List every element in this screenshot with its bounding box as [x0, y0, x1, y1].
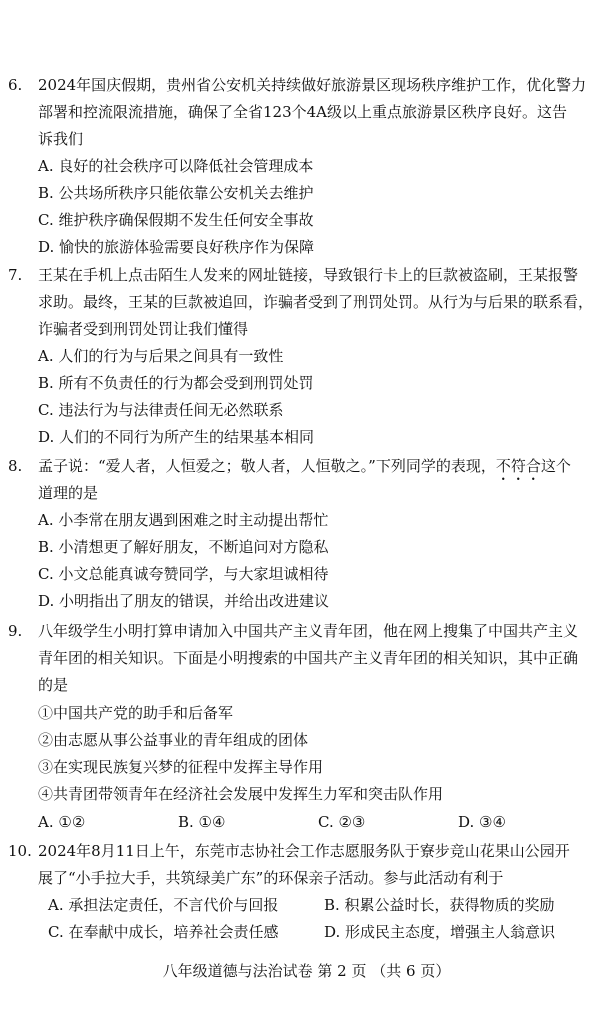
choice-c: C. ②③ — [318, 813, 366, 831]
question-stem-line: 6. 2024年国庆假期，贵州省公安机关持续做好旅游景区现场秩序维护工作，优化警力 — [8, 72, 586, 99]
question-stem-line: 道理的是 — [38, 484, 99, 502]
question-stem-line: 青年团的相关知识。下面是小明搜索的中国共产主义青年团的相关知识，其中正确 — [38, 649, 579, 667]
question-number: 7. — [8, 266, 23, 284]
question-number: 10. — [8, 842, 32, 860]
option-c: C. 维护秩序确保假期不发生任何安全事故 — [38, 211, 314, 229]
question-number: 6. — [8, 76, 23, 94]
statement-item: ②由志愿从事公益事业的青年组成的团体 — [38, 731, 309, 749]
option-c: C. 违法行为与法律责任间无必然联系 — [38, 401, 284, 419]
question-stem-line: 展了“小手拉大手，共筑绿美广东”的环保亲子活动。参与此活动有利于 — [38, 869, 504, 887]
statement-item: ①中国共产党的助手和后备军 — [38, 704, 234, 722]
emphasized-keyword: 不符合 — [495, 457, 541, 475]
option-b: B. 所有不负责任的行为都会受到刑罚处罚 — [38, 374, 314, 392]
statement-item: ③在实现民族复兴梦的征程中发挥主导作用 — [38, 758, 324, 776]
option-d: D. 愉快的旅游体验需要良好秩序作为保障 — [38, 238, 315, 256]
option-b: B. 小清想更了解好朋友，不断追问对方隐私 — [38, 538, 329, 556]
question-stem-line: 诈骗者受到刑罚处罚让我们懂得 — [38, 320, 249, 338]
choice-b: B. 积累公益时长，获得物质的奖励 — [324, 896, 555, 914]
option-a: A. 良好的社会秩序可以降低社会管理成本 — [38, 157, 314, 175]
statement-item: ④共青团带领青年在经济社会发展中发挥生力军和突击队作用 — [38, 785, 444, 803]
question-stem-line: 部署和控流限流措施，确保了全省123个4A级以上重点旅游景区秩序良好。这告 — [38, 103, 568, 121]
question-stem-line: 的是 — [38, 676, 69, 694]
choice-row — [48, 892, 598, 919]
choice-d: D. ③④ — [458, 813, 506, 831]
question-number: 8. — [8, 457, 23, 475]
question-stem-line: 求助。最终，王某的巨款被追回，诈骗者受到了刑罚处罚。从行为与后果的联系看， — [38, 293, 594, 311]
page-footer: 八年级道德与法治试卷 第 2 页 （共 6 页） — [162, 962, 451, 980]
question-number: 9. — [8, 622, 23, 640]
choice-row — [48, 919, 598, 946]
question-stem-line: 8. 孟子说：“爱人者，人恒爱之；敬人者，人恒敬之。”下列同学的表现，不符合这个 — [8, 453, 571, 484]
option-c: C. 小文总能真诚夸赞同学，与大家坦诚相待 — [38, 565, 329, 583]
choice-a: A. ①② — [38, 813, 86, 831]
choice-b: B. ①④ — [178, 813, 226, 831]
question-stem-line: 9. 八年级学生小明打算申请加入中国共产主义青年团，他在网上搜集了中国共产主义 — [8, 618, 578, 645]
question-stem-line: 诉我们 — [38, 130, 84, 148]
question-stem-line: 10. 2024年8月11日上午，东莞市志协社会工作志愿服务队于寮步竞山花果山公园开 — [8, 838, 570, 865]
question-stem-line: 7. 王某在手机上点击陌生人发来的网址链接，导致银行卡上的巨款被盗刷，王某报警 — [8, 262, 578, 289]
option-b: B. 公共场所秩序只能依靠公安机关去维护 — [38, 184, 314, 202]
choice-a: A. 承担法定责任，不言代价与回报 — [48, 896, 279, 914]
option-d: D. 人们的不同行为所产生的结果基本相同 — [38, 428, 315, 446]
option-a: A. 人们的行为与后果之间具有一致性 — [38, 347, 284, 365]
option-a: A. 小李常在朋友遇到困难之时主动提出帮忙 — [38, 511, 329, 529]
choice-c: C. 在奉献中成长，培养社会责任感 — [48, 923, 279, 941]
choice-d: D. 形成民主态度，增强主人翁意识 — [324, 923, 556, 941]
choice-row — [38, 809, 598, 836]
option-d: D. 小明指出了朋友的错误，并给出改进建议 — [38, 592, 330, 610]
